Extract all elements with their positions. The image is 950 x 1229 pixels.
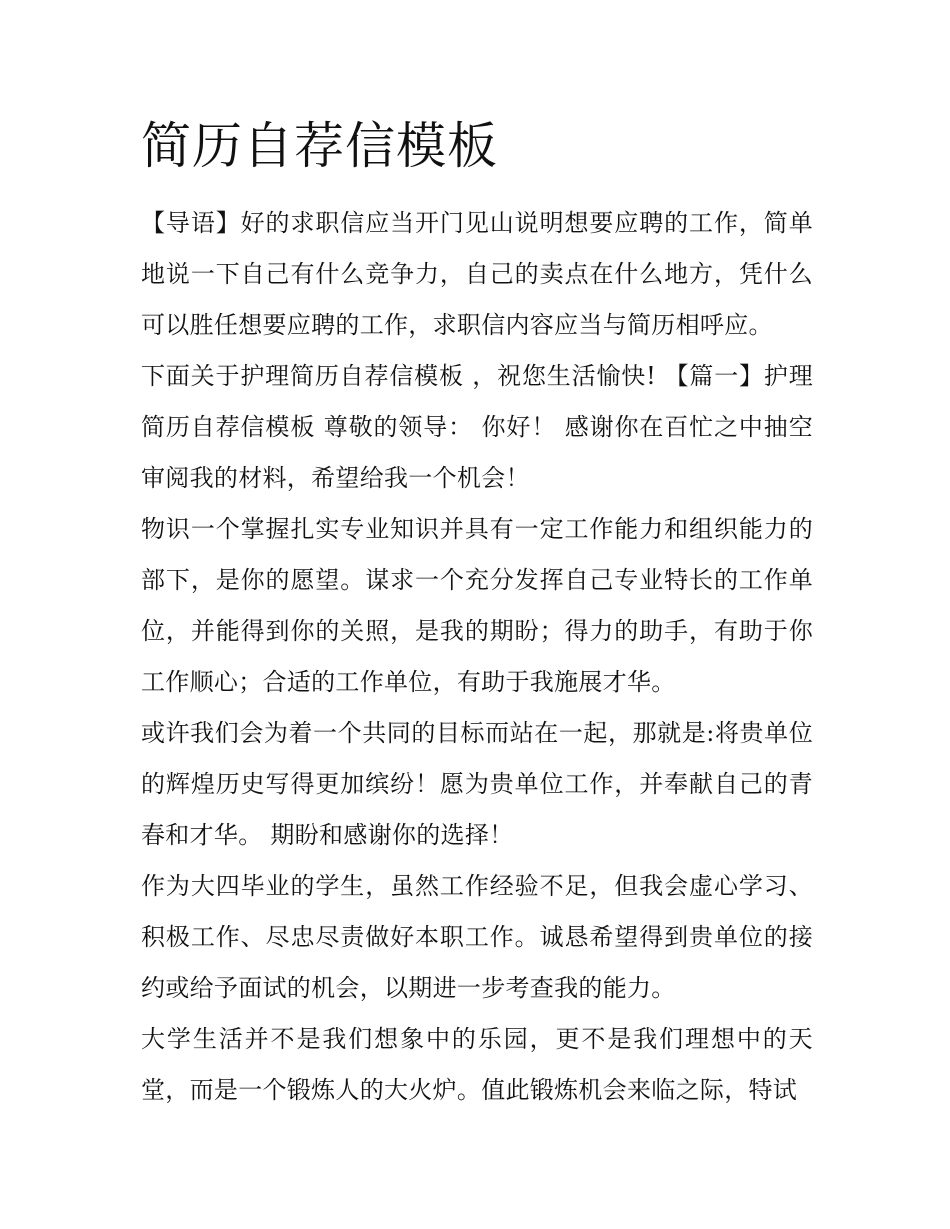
document-title: 简历自荐信模板 — [141, 117, 498, 175]
paragraph-goal: 或许我们会为着一个共同的目标而站在一起，那就是:将贵单位的辉煌历史写得更加缤纷！愿为贵单位工作，并奉献自己的青春和才华。 期盼和感谢你的选择！ — [141, 719, 813, 849]
document-page — [141, 112, 813, 1116]
paragraph-university-life: 大学生活并不是我们想象中的乐园，更不是我们理想中的天堂，而是一个锻炼人的大火炉。值此锻炼机会来临之际，特试 — [141, 1025, 813, 1104]
paragraph-greeting: 下面关于护理简历自荐信模板 ，祝您生活愉快! 【篇一】护理简历自荐信模板 尊敬的领导： 你好！ 感谢你在百忙之中抽空审阅我的材料，希望给我一个机会！ — [141, 362, 813, 492]
paragraph-intro: 【导语】好的求职信应当开门见山说明想要应聘的工作，简单地说一下自己有什么竞争力，自己的卖点在什么地方，凭什么可以胜任想要应聘的工作，求职信内容应当与简历相呼应。 — [141, 209, 813, 339]
paragraph-graduate: 作为大四毕业的学生，虽然工作经验不足，但我会虚心学习、积极工作、尽忠尽责做好本职工作。诚恳希望得到贵单位的接约或给予面试的机会，以期进一步考查我的能力。 — [141, 872, 813, 1002]
paragraph-wish: 物识一个掌握扎实专业知识并具有一定工作能力和组织能力的部下，是你的愿望。谋求一个充分发挥自己专业特长的工作单位，并能得到你的关照，是我的期盼；得力的助手，有助于你工作顺心；合适的工作单位，有助于我施展才华。 — [141, 515, 813, 696]
